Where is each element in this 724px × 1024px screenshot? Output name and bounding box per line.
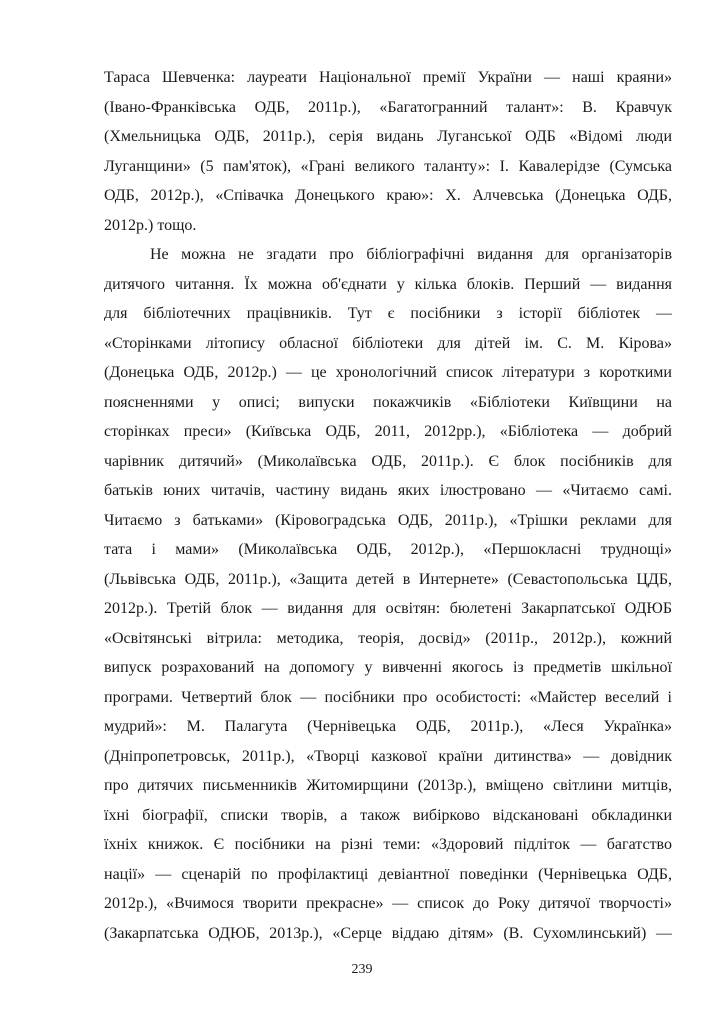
text-line: їхніх книжок. Є посібники на різні теми: «Здоровий підліток — багатство <box>104 836 672 853</box>
text-line: (Дніпропетровськ, 2011р.), «Творці казкової країни дитинства» — довідник <box>104 747 672 765</box>
text-line: їхні біографії, списки творів, а також вибірково відскановані обкладинки <box>104 806 672 824</box>
text-line: (Львівська ОДБ, 2011р.), «Защита детей в Интернете» (Севастопольська ЦДБ, <box>104 570 672 588</box>
text-line: Не можна не згадати про бібліографічні видання для організаторів <box>150 246 672 263</box>
text-line: програми. Четвертий блок — посібники про особистості: «Майстер веселий і <box>104 688 672 706</box>
text-line: нації» — сценарій по профілактиці девіантної поведінки (Чернівецька ОДБ, <box>104 865 672 883</box>
text-line: випуск розрахований на допомогу у вивченні якогось із предметів шкільної <box>104 659 672 676</box>
page-number: 239 <box>351 962 373 977</box>
text-line: (Донецька ОДБ, 2012р.) — це хронологічний список літератури з короткими <box>104 364 672 381</box>
text-line: «Освітянські вітрила: методика, теорія, досвід» (2011р., 2012р.), кожний <box>104 629 672 647</box>
text-line: 2012р.). Третій блок — видання для освітян: бюлетені Закарпатської ОДЮБ <box>104 600 672 617</box>
text-line: (Закарпатська ОДЮБ, 2013р.), «Серце віддаю дітям» (В. Сухомлинський) — <box>104 924 672 942</box>
text-line: мудрий»: М. Палагута (Чернівецька ОДБ, 2011р.), «Леся Українка» <box>104 718 672 735</box>
text-line: тата і мами» (Миколаївська ОДБ, 2012р.), «Першокласні труднощі» <box>104 541 672 558</box>
text-line: (Хмельницька ОДБ, 2011р.), серія видань Луганської ОДБ «Відомі люди <box>104 128 672 145</box>
text-line: 2012р.) тощо. <box>104 216 197 234</box>
text-line: чарівник дитячий» (Миколаївська ОДБ, 2011р.). Є блок посібників для <box>104 452 672 470</box>
text-line: дитячого читання. Їх можна об'єднати у кілька блоків. Перший — видання <box>104 275 672 293</box>
text-line: Луганщини» (5 пам'яток), «Грані великого таланту»: І. Кавалерідзе (Сумська <box>104 157 672 175</box>
text-line: батьків юних читачів, частину видань яких ілюстровано — «Читаємо самі. <box>104 482 672 499</box>
text-line: (Івано-Франківська ОДБ, 2011р.), «Багатогранний талант»: В. Кравчук <box>104 98 672 116</box>
text-line: 2012р.), «Вчимося творити прекрасне» — список до Року дитячої творчості» <box>104 895 672 912</box>
text-line: Читаємо з батьками» (Кіровоградська ОДБ, 2011р.), «Трішки реклами для <box>104 511 672 529</box>
text-line: для бібліотечних працівників. Тут є посібники з історії бібліотек — <box>104 305 672 322</box>
text-line: про дитячих письменників Житомирщини (2013р.), вміщено світлини митців, <box>104 777 672 794</box>
text-line: сторінках преси» (Київська ОДБ, 2011, 2012рр.), «Бібліотека — добрий <box>104 423 672 440</box>
body-text <box>104 63 672 948</box>
text-line: «Сторінками літопису обласної бібліотеки для дітей ім. С. М. Кірова» <box>104 334 672 352</box>
text-line: поясненнями у описі; випуски покажчиків «Бібліотеки Київщини на <box>104 393 672 411</box>
text-line: Тараса Шевченка: лауреати Національної премії України — наші краяни» <box>104 69 672 86</box>
paragraph-1 <box>104 63 672 240</box>
text-line: ОДБ, 2012р.), «Співачка Донецького краю»: Х. Алчевська (Донецька ОДБ, <box>104 187 672 204</box>
paragraph-2 <box>104 240 672 948</box>
